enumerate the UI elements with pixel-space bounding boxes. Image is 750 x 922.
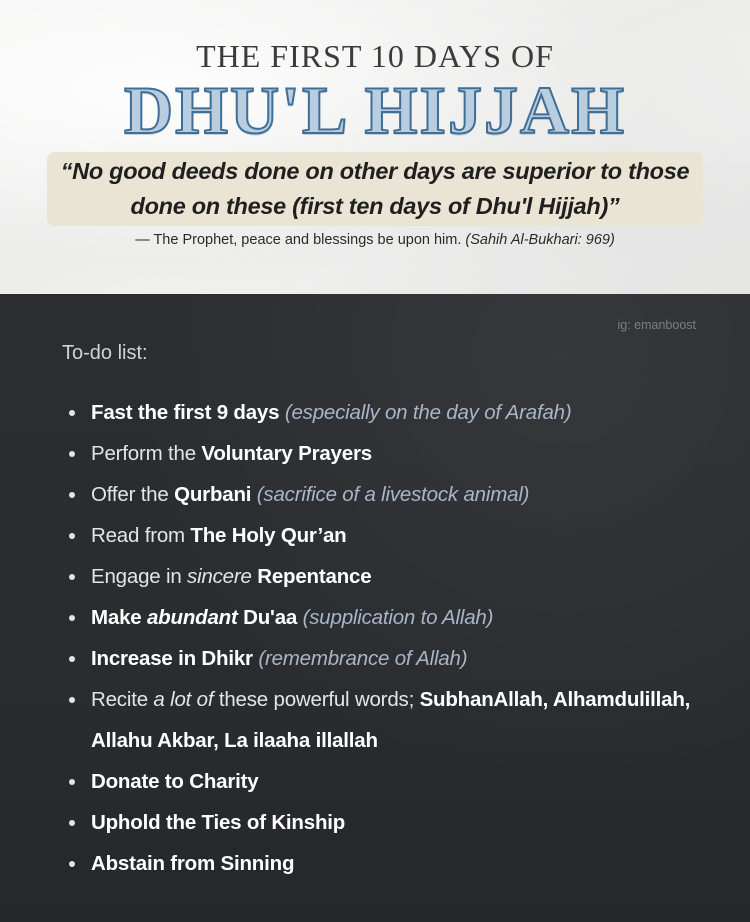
- list-item-text: sincere: [187, 565, 252, 588]
- hadith-quote: “No good deeds done on other days are superior to those done on these (first ten days of Dhu'l Hijjah)”: [60, 158, 690, 219]
- todo-heading: To-do list:: [62, 342, 148, 364]
- list-item-text: Donate to Charity: [91, 770, 259, 793]
- list-item: [62, 515, 722, 556]
- list-item-text: The Holy Qur’an: [190, 524, 347, 547]
- list-item-text: Voluntary Prayers: [201, 442, 372, 465]
- list-item-text: Increase in Dhikr: [91, 647, 253, 670]
- list-item: [62, 679, 722, 761]
- list-item: [62, 556, 722, 597]
- list-item-text: Perform the: [91, 442, 202, 465]
- list-item-text: (supplication to Allah): [302, 606, 494, 629]
- pre-title: THE FIRST 10 DAYS OF: [196, 38, 554, 74]
- list-item-text: SubhanAllah, Alhamdulillah, Allahu Akbar, La ilaaha illallah: [91, 688, 691, 752]
- list-item-text: Qurbani: [174, 483, 252, 506]
- header-section: [0, 0, 750, 294]
- list-item: [62, 802, 722, 843]
- list-item: [62, 433, 722, 474]
- attribution-text: — The Prophet, peace and blessings be upon him.: [135, 232, 462, 248]
- list-item-text: abundant: [146, 606, 238, 629]
- list-item-text: Engage in: [91, 565, 188, 588]
- list-item-text: these powerful words;: [213, 688, 420, 711]
- list-item: [62, 638, 722, 679]
- attribution-source: (Sahih Al-Bukhari: 969): [465, 232, 615, 248]
- list-item: [62, 597, 722, 638]
- list-item: [62, 761, 722, 802]
- list-item-text: Make: [91, 606, 147, 629]
- list-item-text: (remembrance of Allah): [258, 647, 468, 670]
- list-item-text: (sacrifice of a livestock animal): [256, 483, 530, 506]
- list-item-text: Du'aa: [237, 606, 298, 629]
- list-item-text: (especially on the day of Arafah): [284, 401, 572, 424]
- list-item-text: a lot of: [153, 688, 214, 711]
- instagram-handle: ig: emanboost: [617, 318, 696, 332]
- quote-attribution: [0, 232, 750, 248]
- list-item: [62, 843, 722, 884]
- list-item-text: Fast the first 9 days: [91, 401, 280, 424]
- list-item: [62, 474, 722, 515]
- todo-section: [0, 294, 750, 922]
- list-item-text: Repentance: [257, 565, 372, 588]
- list-item-text: Abstain from Sinning: [91, 852, 295, 875]
- page-title: DHU'L HIJJAH: [124, 72, 626, 148]
- todo-list: [62, 392, 722, 884]
- list-item-text: Offer the: [91, 483, 175, 506]
- list-item-text: Uphold the Ties of Kinship: [91, 811, 346, 834]
- list-item: [62, 392, 722, 433]
- list-item-text: Recite: [91, 688, 154, 711]
- list-item-text: Read from: [91, 524, 191, 547]
